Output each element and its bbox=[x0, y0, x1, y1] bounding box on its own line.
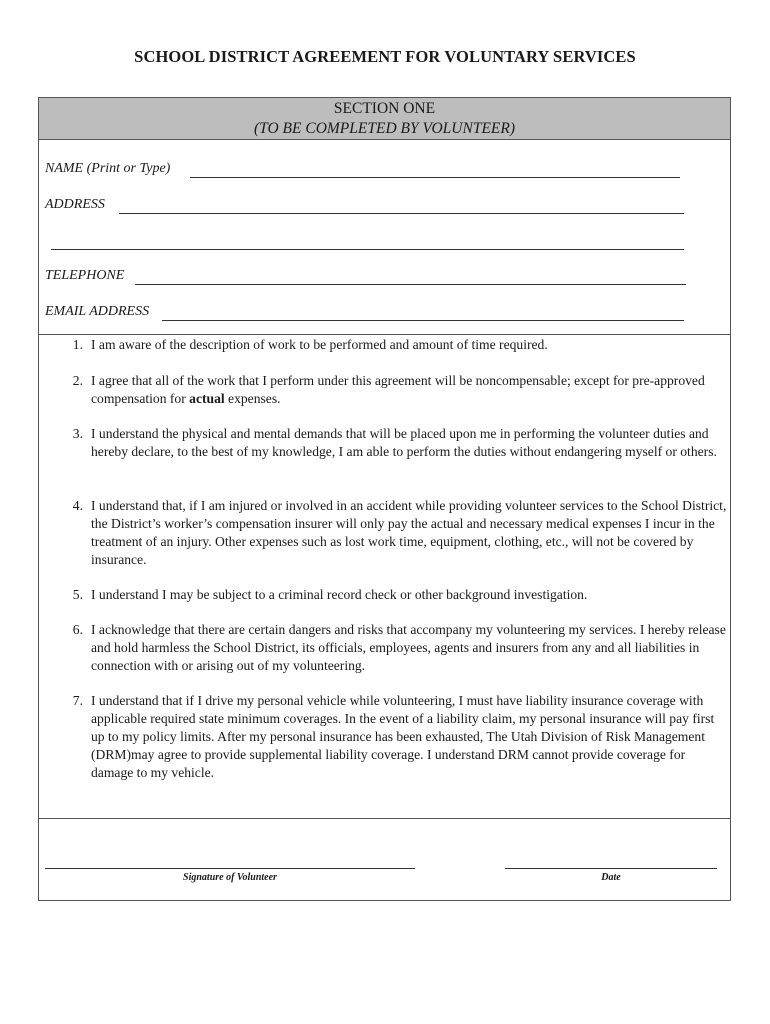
section-subtitle: (TO BE COMPLETED BY VOLUNTEER) bbox=[253, 120, 516, 137]
signature-label: Signature of Volunteer bbox=[183, 872, 277, 883]
document-title: SCHOOL DISTRICT AGREEMENT FOR VOLUNTARY SERVICES bbox=[134, 47, 636, 66]
term-text: I understand that, if I am injured or involved in an accident while providing volunteer services to the School District, the District’s worker’s compensation insurer will only pay the actual and necessary medical expenses I incur in the treatment of an injury. Other expenses such as lost work time, equipment, clothing, etc., will not be covered by insurance. bbox=[91, 498, 727, 567]
date-label: Date bbox=[601, 872, 621, 883]
section-title: SECTION ONE bbox=[333, 100, 436, 117]
section-header bbox=[39, 98, 730, 140]
term-text: I agree that all of the work that I perform under this agreement will be noncompensable; except for pre-approved compensation for actual expenses. bbox=[91, 373, 705, 406]
email-field[interactable] bbox=[162, 320, 684, 321]
telephone-label: TELEPHONE bbox=[45, 268, 125, 283]
term-number: 5. bbox=[72, 587, 83, 602]
term-text: I understand that if I drive my personal vehicle while volunteering, I must have liability insurance coverage with applicable required state minimum coverages. In the event of a liability claim, my personal insurance will pay first up to my policy limits. After my personal insurance has been exhausted, The Utah Division of Risk Management (DRM)may agree to provide supplemental liability coverage. I understand DRM cannot provide coverage for damage to my vehicle. bbox=[91, 693, 715, 780]
telephone-field[interactable] bbox=[135, 284, 686, 285]
term-number: 3. bbox=[72, 426, 83, 441]
address-field[interactable] bbox=[119, 213, 684, 214]
term-number: 4. bbox=[72, 498, 83, 513]
address-label: ADDRESS bbox=[45, 197, 105, 212]
signature-divider bbox=[39, 818, 730, 819]
name-field[interactable] bbox=[190, 177, 680, 178]
term-number: 6. bbox=[72, 622, 83, 637]
term-number: 7. bbox=[72, 693, 83, 708]
term-text: I acknowledge that there are certain dangers and risks that accompany my volunteering my services. I hereby release and hold harmless the School District, its officials, employees, agents and insurers from any and all liabilities in connection with or arising out of my volunteering. bbox=[91, 622, 726, 673]
term-text: I am aware of the description of work to be performed and amount of time required. bbox=[91, 337, 548, 352]
term-text: I understand I may be subject to a criminal record check or other background investigation. bbox=[91, 587, 588, 602]
fields-divider bbox=[39, 334, 730, 335]
term-number: 1. bbox=[72, 337, 83, 352]
name-label: NAME (Print or Type) bbox=[45, 161, 171, 176]
signature-field[interactable] bbox=[45, 868, 415, 869]
address-field-line-2[interactable] bbox=[51, 249, 684, 250]
term-number: 2. bbox=[72, 373, 83, 388]
volunteer-form bbox=[38, 97, 731, 901]
term-bold-word: actual bbox=[189, 391, 225, 406]
email-label: EMAIL ADDRESS bbox=[45, 304, 150, 319]
date-field[interactable] bbox=[505, 868, 717, 869]
term-text: I understand the physical and mental demands that will be placed upon me in performing the volunteer duties and hereby declare, to the best of my knowledge, I am able to perform the duties without endangering myself or others. bbox=[91, 426, 717, 459]
